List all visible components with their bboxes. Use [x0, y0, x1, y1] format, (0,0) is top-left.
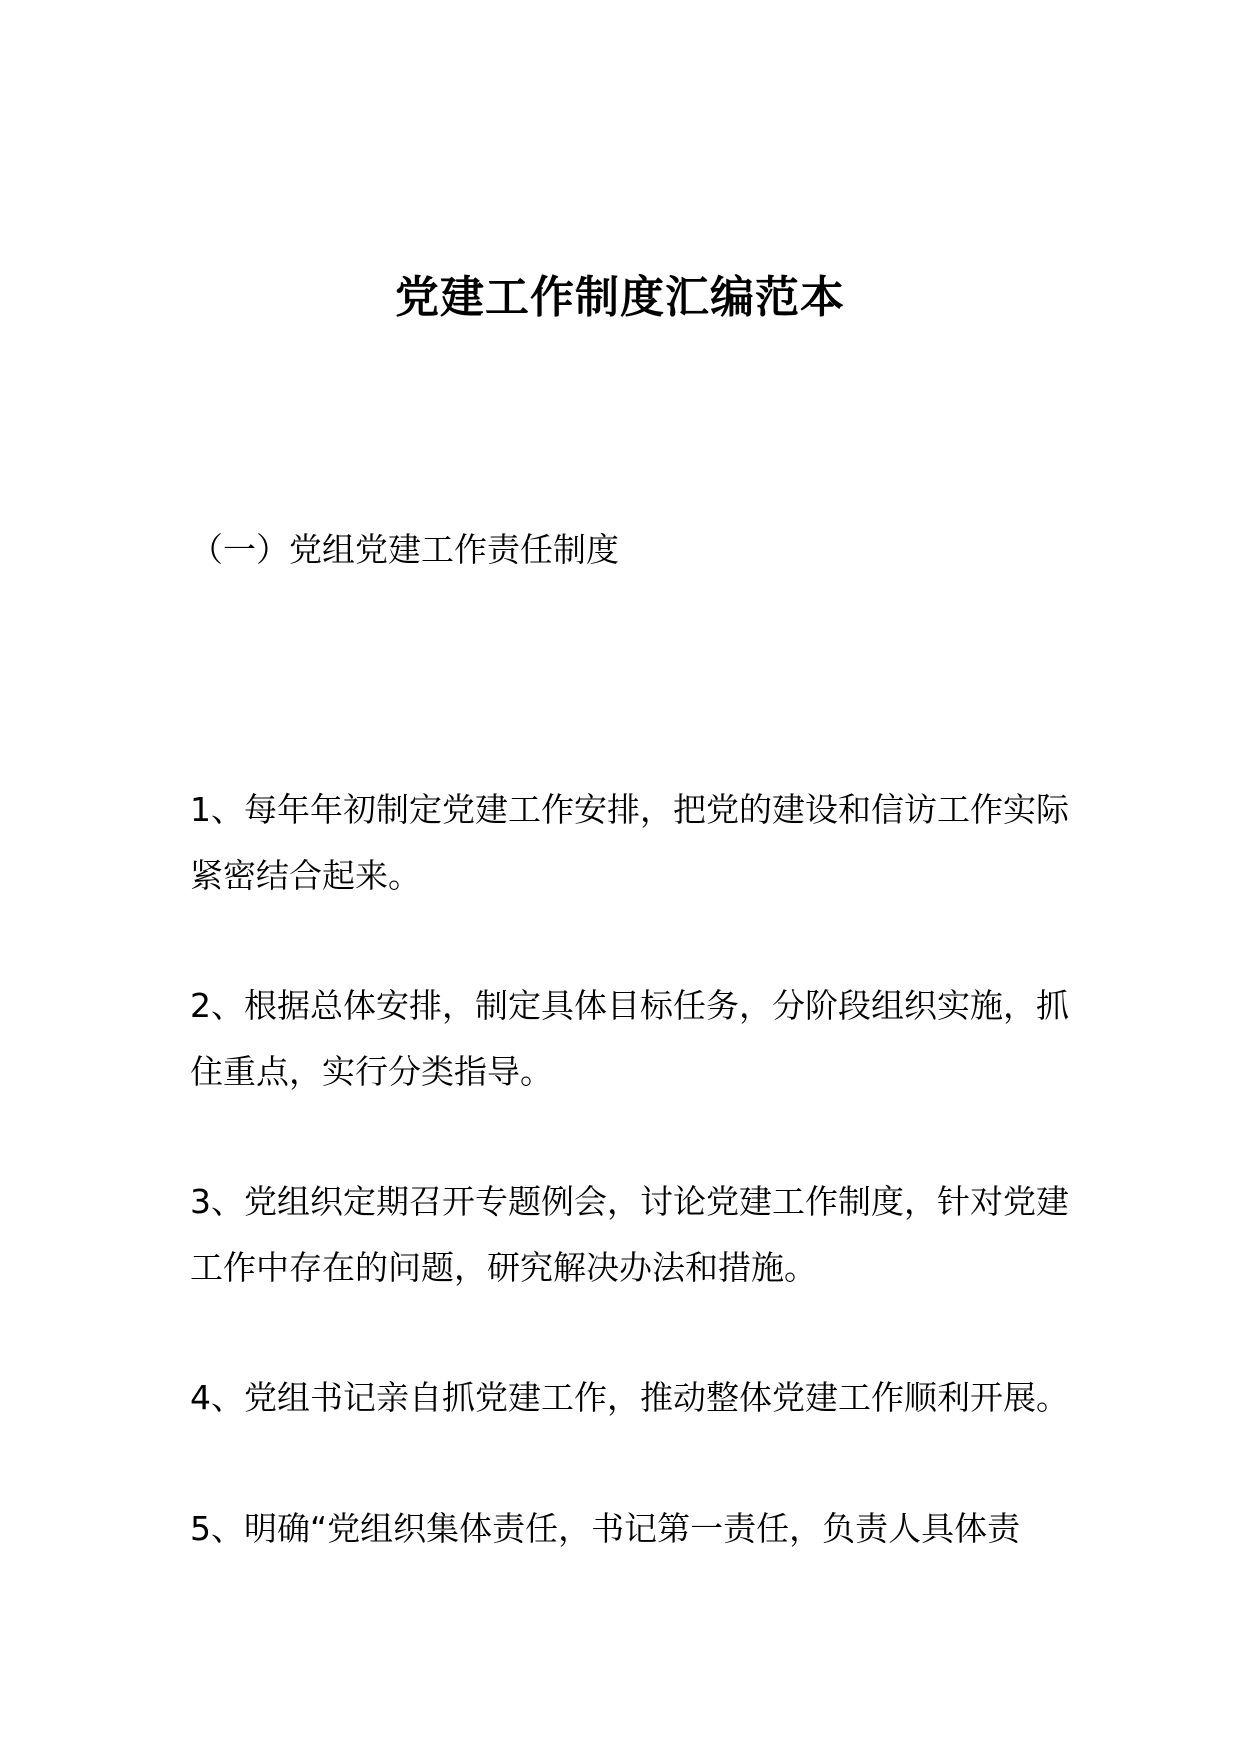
- paragraph-4: 4、党组书记亲自抓党建工作，推动整体党建工作顺利开展。: [190, 1378, 1069, 1417]
- paragraph-5: 5、明确“党组织集体责任，书记第一责任，负责人具体责: [190, 1509, 1021, 1548]
- document-title: 党建工作制度汇编范本: [395, 272, 845, 323]
- paragraph-1: 1、每年年初制定党建工作安排，把党的建设和信访工作实际紧密结合起来。: [190, 790, 1069, 895]
- paragraph-3: 3、党组织定期召开专题例会，讨论党建工作制度，针对党建工作中存在的问题，研究解决办法和措施。: [190, 1182, 1069, 1287]
- section-heading: （一）党组党建工作责任制度: [190, 530, 619, 569]
- paragraph-2: 2、根据总体安排，制定具体目标任务，分阶段组织实施，抓住重点，实行分类指导。: [190, 986, 1069, 1091]
